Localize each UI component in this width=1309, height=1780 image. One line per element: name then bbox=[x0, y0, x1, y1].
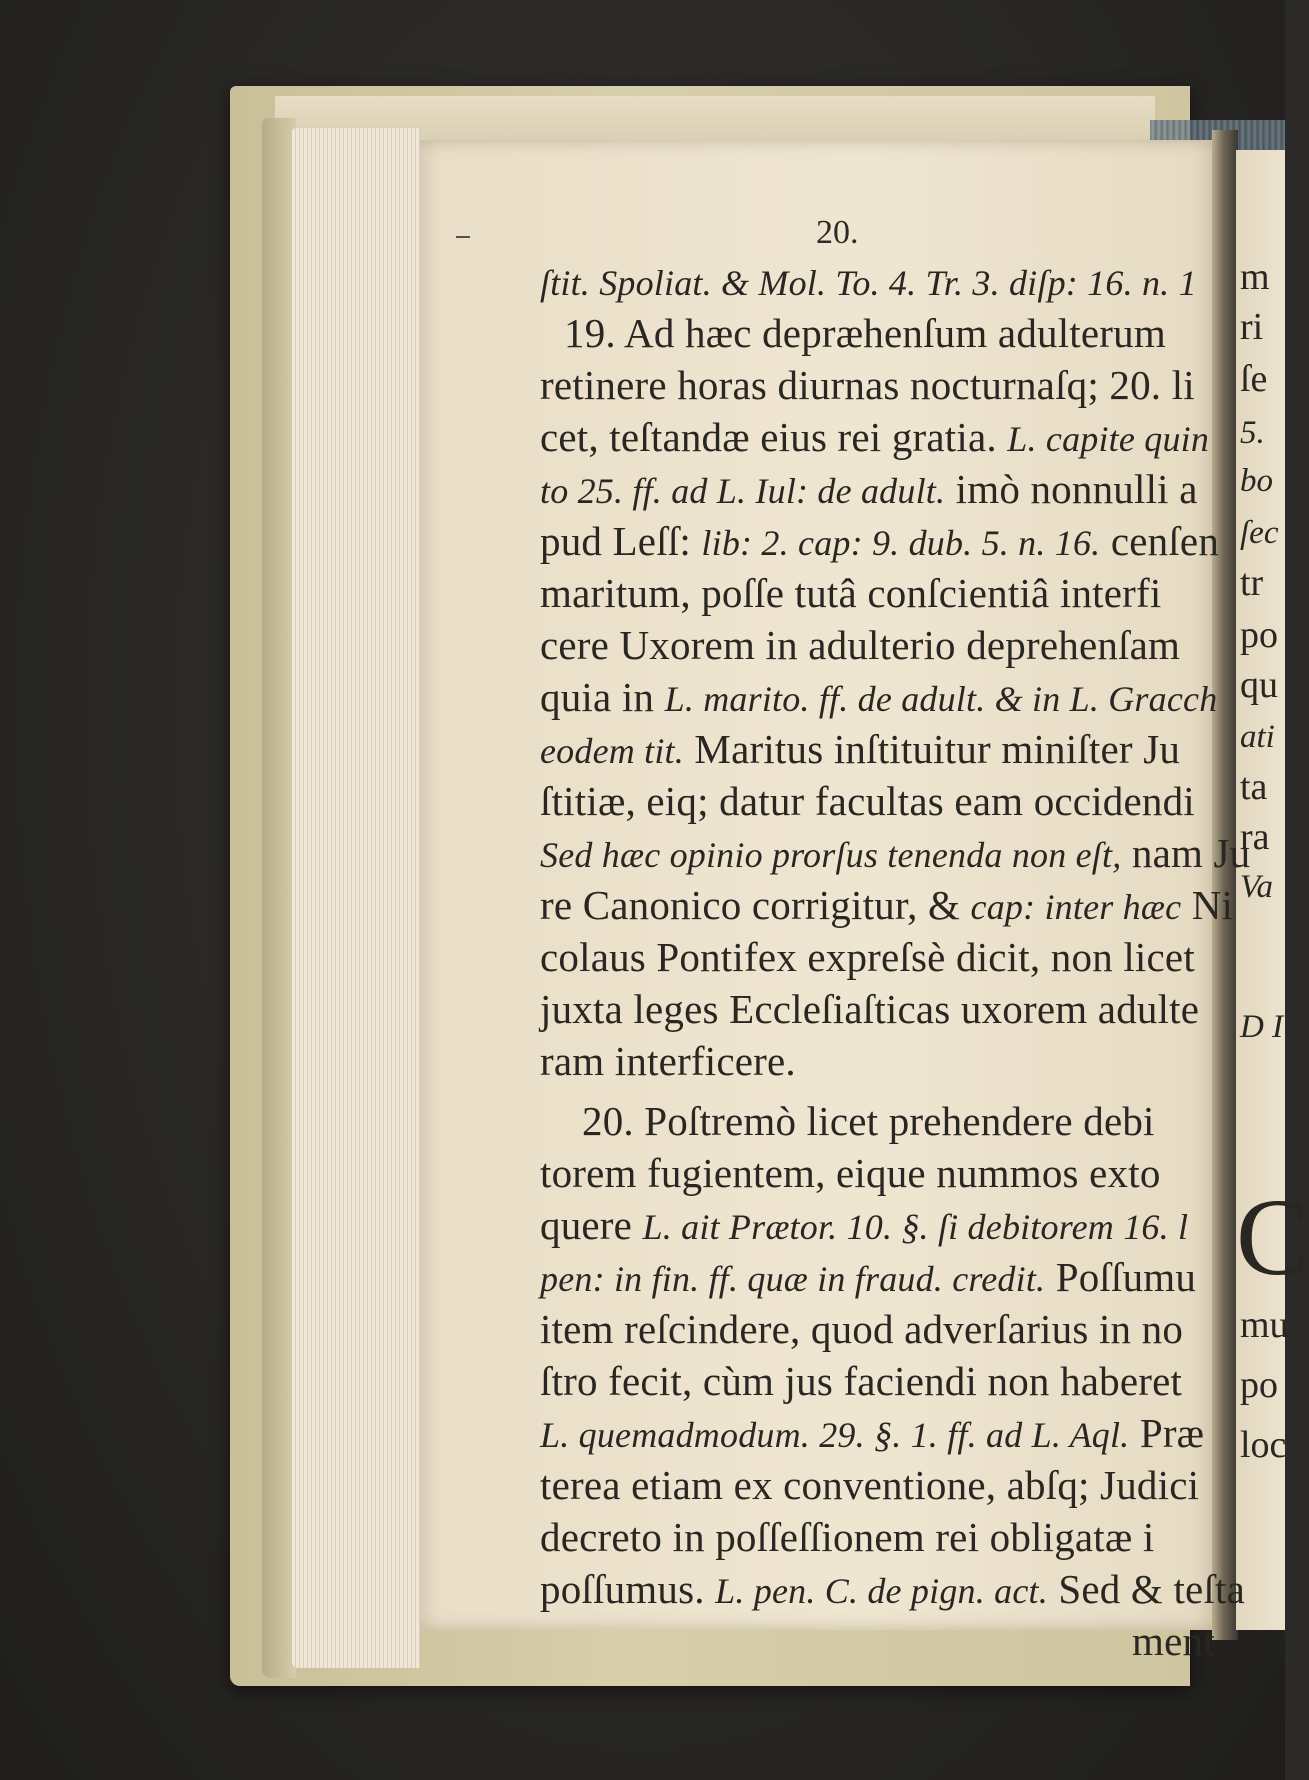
right-page-fragment: m bbox=[1240, 256, 1270, 298]
text-span: decreto in poſſeſſionem rei obligatæ i bbox=[540, 1514, 1155, 1560]
text-span: Maritus inſtituitur miniſter Ju bbox=[683, 726, 1181, 772]
right-page-fragment: Va bbox=[1240, 869, 1273, 905]
right-page-fragment: ati bbox=[1240, 719, 1275, 755]
right-page-fragment: loc bbox=[1240, 1424, 1287, 1466]
right-page-fragment: po bbox=[1240, 614, 1278, 656]
text-line bbox=[540, 880, 1233, 930]
text-line bbox=[540, 724, 1180, 774]
right-page-fragment: 5. bbox=[1240, 415, 1265, 451]
text-span: cere Uxorem in adulterio deprehenſam bbox=[540, 622, 1181, 668]
text-span: item reſcindere, quod adverſarius in no bbox=[540, 1306, 1184, 1352]
right-page-fragment: D I bbox=[1240, 1009, 1284, 1045]
text-line bbox=[540, 1036, 796, 1086]
italic-citation: Sed hæc opinio prorſus tenenda non eſt, bbox=[540, 835, 1122, 875]
right-page-fragment: qu bbox=[1240, 664, 1278, 706]
right-page-fragment: po bbox=[1240, 1364, 1278, 1406]
text-line bbox=[540, 1304, 1183, 1354]
text-span: quere bbox=[540, 1202, 643, 1248]
right-page-fragment: ra bbox=[1240, 816, 1270, 858]
text-span: juxta leges Eccleſiaſticas uxorem adulte bbox=[540, 986, 1200, 1032]
right-page-fragment: ta bbox=[1240, 766, 1268, 808]
text-line bbox=[540, 1460, 1199, 1510]
right-page-fragment: tr bbox=[1240, 562, 1264, 604]
text-line bbox=[540, 360, 1195, 410]
text-block bbox=[540, 210, 1251, 1680]
italic-citation: lib: 2. cap: 9. dub. 5. n. 16. bbox=[701, 523, 1101, 563]
text-span: imò nonnulli a bbox=[945, 466, 1198, 512]
text-line bbox=[564, 308, 1166, 358]
text-line bbox=[540, 620, 1180, 670]
text-span: ment bbox=[1132, 1618, 1215, 1664]
text-span: terea etiam ex conventione, abſq; Judici bbox=[540, 1462, 1200, 1508]
right-page-fragment: bo bbox=[1240, 463, 1273, 499]
italic-citation: L. quemadmodum. 29. §. 1. ff. ad L. Aql. bbox=[540, 1415, 1130, 1455]
italic-citation: pen: in fin. ff. quæ in fraud. credit. bbox=[540, 1259, 1046, 1299]
text-span: poſſumus. bbox=[540, 1566, 716, 1612]
italic-citation: L. pen. C. de pign. act. bbox=[715, 1571, 1048, 1611]
right-page-fragment: ri bbox=[1240, 306, 1264, 348]
text-line bbox=[1132, 1616, 1215, 1666]
text-line bbox=[540, 1564, 1245, 1614]
text-line bbox=[540, 516, 1219, 566]
text-span: pud Leſſ: bbox=[540, 518, 702, 564]
text-span: Poſſumu bbox=[1045, 1254, 1197, 1300]
text-line bbox=[540, 1252, 1196, 1302]
italic-citation: ſtit. Spoliat. & Mol. To. 4. Tr. 3. diſp: 16. n. 1 bbox=[540, 263, 1197, 303]
text-line bbox=[540, 672, 1217, 722]
drop-capital: C bbox=[1236, 1176, 1309, 1298]
text-line bbox=[540, 1408, 1204, 1458]
text-line bbox=[582, 1096, 1155, 1146]
text-span: 20. Poſtremò licet prehendere debi bbox=[582, 1098, 1155, 1144]
text-span: cet, teſtandæ eius rei gratia. bbox=[540, 414, 1008, 460]
text-line bbox=[540, 464, 1198, 514]
page-number: 20. bbox=[816, 214, 859, 251]
text-span: ram interficere. bbox=[540, 1038, 796, 1084]
text-span: torem fugientem, eique nummos exto bbox=[540, 1150, 1161, 1196]
text-line bbox=[540, 568, 1161, 618]
italic-citation: to 25. ff. ad L. Iul: de adult. bbox=[540, 471, 946, 511]
text-span: colaus Pontifex expreſsè dicit, non licet bbox=[540, 934, 1195, 980]
text-span: retinere horas diurnas nocturnaſq; 20. li bbox=[540, 362, 1195, 408]
text-span: 19. Ad hæc depræhenſum adulterum bbox=[564, 310, 1166, 356]
italic-citation: L. ait Prætor. 10. §. ſi debitorem 16. l bbox=[642, 1207, 1189, 1247]
italic-citation: cap: inter hæc bbox=[970, 887, 1182, 927]
text-line bbox=[540, 984, 1199, 1034]
page-edges bbox=[292, 128, 420, 1668]
text-line bbox=[540, 256, 1197, 306]
right-page-fragment: ſec bbox=[1240, 515, 1279, 551]
right-page-fragment: ſe bbox=[1240, 358, 1268, 400]
text-line bbox=[540, 1356, 1182, 1406]
text-span: nam Ju bbox=[1121, 830, 1251, 876]
margin-mark bbox=[456, 236, 470, 238]
text-line bbox=[540, 932, 1195, 982]
text-line bbox=[540, 828, 1250, 878]
text-line bbox=[540, 1148, 1161, 1198]
italic-citation: eodem tit. bbox=[540, 731, 684, 771]
text-line bbox=[540, 1200, 1188, 1250]
text-span: Præ bbox=[1129, 1410, 1205, 1456]
page-block-shadow bbox=[262, 118, 296, 1678]
text-line bbox=[540, 1512, 1154, 1562]
right-page-fragment: mu bbox=[1240, 1304, 1289, 1346]
text-span: maritum, poſſe tutâ conſcientiâ interfi bbox=[540, 570, 1162, 616]
text-span: ſtitiæ, eiq; datur facultas eam occidendi bbox=[540, 778, 1195, 824]
text-line bbox=[540, 776, 1195, 826]
text-line bbox=[540, 412, 1209, 462]
text-span: Ni bbox=[1181, 882, 1234, 928]
text-span: Sed & teſta bbox=[1047, 1566, 1246, 1612]
text-span: quia in bbox=[540, 674, 665, 720]
text-span: re Canonico corrigitur, & bbox=[540, 882, 971, 928]
text-span: ſtro fecit, cùm jus faciendi non haberet bbox=[540, 1358, 1183, 1404]
text-span: cenſen bbox=[1100, 518, 1220, 564]
italic-citation: L. marito. ff. de adult. & in L. Gracch bbox=[664, 679, 1218, 719]
italic-citation: L. capite quin bbox=[1007, 419, 1210, 459]
